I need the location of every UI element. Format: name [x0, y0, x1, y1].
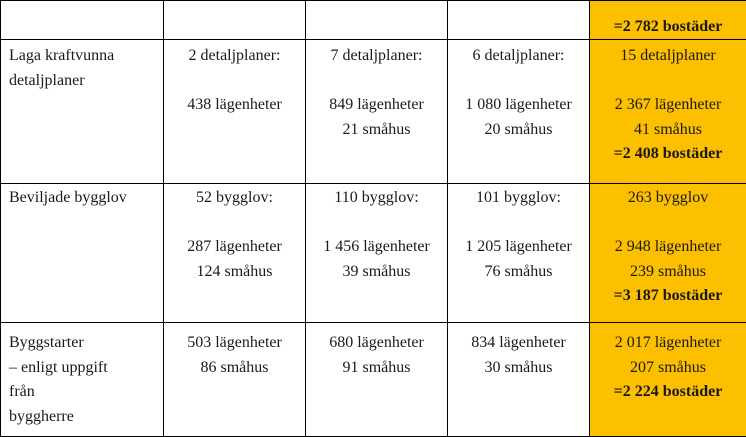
value-cell — [164, 184, 306, 323]
value-cell — [164, 1, 306, 40]
value-line: 7 detaljplaner: — [306, 44, 447, 69]
spacer — [164, 69, 305, 94]
total-bostader: =3 187 bostäder — [590, 284, 746, 309]
value-line: 1 205 lägenheter — [448, 235, 589, 260]
value-line: 1 456 lägenheter — [306, 235, 447, 260]
total-line: 41 småhus — [590, 118, 746, 143]
row-bygglov — [1, 184, 746, 323]
value-line: 6 detaljplaner: — [448, 44, 589, 69]
value-line: 21 småhus — [306, 118, 447, 143]
value-line: 101 bygglov: — [448, 186, 589, 211]
value-line: 124 småhus — [164, 260, 305, 285]
row-label-line: Laga kraftvunna — [9, 44, 163, 69]
value-cell — [448, 40, 590, 184]
value-cell — [306, 323, 448, 437]
total-line: 2 017 lägenheter — [590, 331, 746, 356]
value-line: 503 lägenheter — [164, 331, 305, 356]
spacer — [590, 69, 746, 94]
total-cell — [590, 184, 746, 323]
value-line: 1 080 lägenheter — [448, 93, 589, 118]
total-line: 239 småhus — [590, 260, 746, 285]
total-line: 263 bygglov — [590, 186, 746, 211]
value-cell — [306, 40, 448, 184]
row-label-line: Byggstarter — [9, 331, 163, 356]
value-line: 287 lägenheter — [164, 235, 305, 260]
spacer — [448, 69, 589, 94]
value-line: 76 småhus — [448, 260, 589, 285]
total-bostader: =2 782 bostäder — [590, 15, 746, 40]
value-cell — [164, 40, 306, 184]
value-cell — [306, 1, 448, 40]
row-label-cell — [1, 1, 164, 40]
value-cell — [448, 323, 590, 437]
total-cell — [590, 40, 746, 184]
row-previous-summary — [1, 1, 746, 40]
total-cell — [590, 323, 746, 437]
row-label-cell — [1, 184, 164, 323]
row-label-line: byggherre — [9, 405, 163, 430]
row-byggstarter — [1, 323, 746, 437]
value-line: 91 småhus — [306, 356, 447, 381]
row-detaljplaner — [1, 40, 746, 184]
row-label-line: detaljplaner — [9, 69, 163, 94]
spacer — [306, 211, 447, 236]
total-bostader: =2 408 bostäder — [590, 142, 746, 167]
value-line: 30 småhus — [448, 356, 589, 381]
total-bostader: =2 224 bostäder — [590, 380, 746, 405]
row-label-cell — [1, 323, 164, 437]
total-line: 207 småhus — [590, 356, 746, 381]
value-line: 849 lägenheter — [306, 93, 447, 118]
spacer — [306, 69, 447, 94]
total-line: 2 948 lägenheter — [590, 235, 746, 260]
value-line: 110 bygglov: — [306, 186, 447, 211]
value-line: 438 lägenheter — [164, 93, 305, 118]
row-label-line: Beviljade bygglov — [9, 186, 163, 211]
spacer — [448, 211, 589, 236]
total-line: 2 367 lägenheter — [590, 93, 746, 118]
spacer — [590, 211, 746, 236]
value-line: 39 småhus — [306, 260, 447, 285]
value-line: 680 lägenheter — [306, 331, 447, 356]
row-label-line: – enligt uppgift — [9, 356, 163, 381]
total-cell — [590, 1, 746, 40]
row-label-line: från — [9, 380, 163, 405]
value-line: 20 småhus — [448, 118, 589, 143]
value-cell — [164, 323, 306, 437]
value-line: 834 lägenheter — [448, 331, 589, 356]
value-line: 86 småhus — [164, 356, 305, 381]
value-line: 2 detaljplaner: — [164, 44, 305, 69]
row-label-cell — [1, 40, 164, 184]
value-cell — [306, 184, 448, 323]
total-line: 15 detaljplaner — [590, 44, 746, 69]
spacer — [164, 211, 305, 236]
value-cell — [448, 1, 590, 40]
value-line: 52 bygglov: — [164, 186, 305, 211]
value-cell — [448, 184, 590, 323]
